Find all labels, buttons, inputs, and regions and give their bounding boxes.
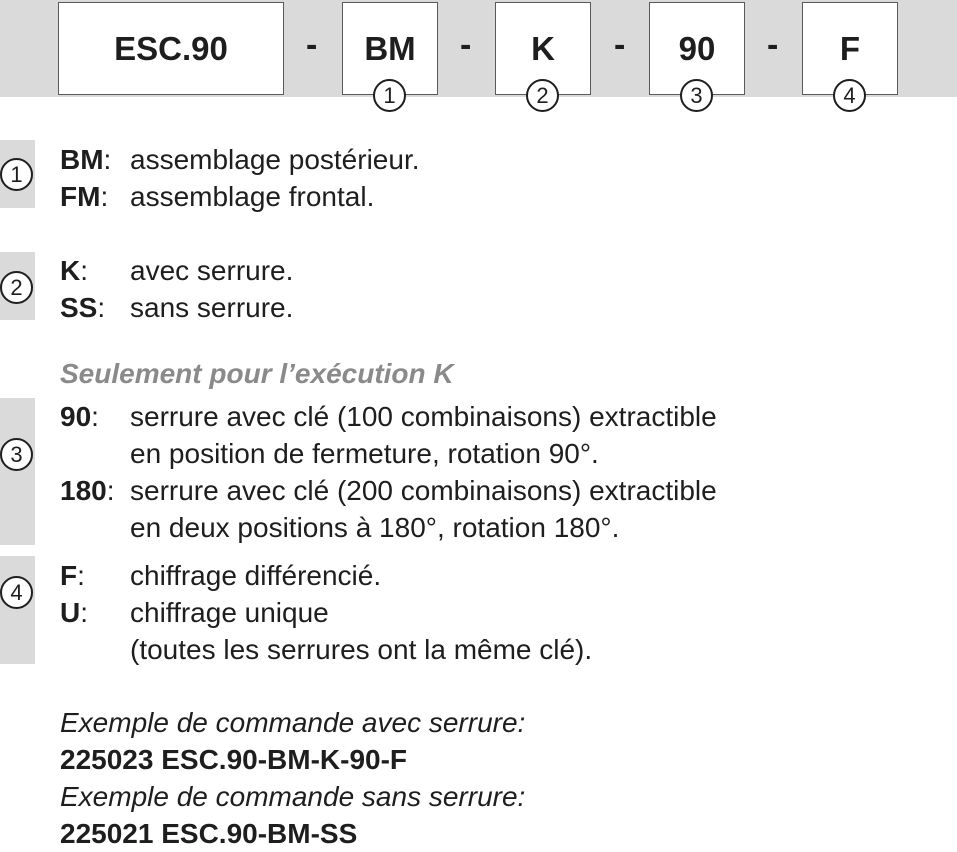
section-2-text-ss: sans serrure. (130, 292, 294, 323)
header-circle-number-3: 3 (680, 79, 713, 112)
section-4-text-f: chiffrage différencié. (130, 560, 382, 591)
section-1-text-fm: assemblage frontal. (130, 181, 375, 212)
section-2-code-ss: SS: (60, 292, 106, 323)
section-3-circle-number: 3 (0, 438, 33, 471)
header-circle-number-4: 4 (833, 79, 866, 112)
section-3-marker-bar (0, 398, 35, 545)
separator-1: - (306, 26, 318, 64)
example-with-lock-code: 225023 ESC.90-BM-K-90-F (60, 744, 408, 775)
example-without-lock-code: 225021 ESC.90-BM-SS (60, 818, 358, 849)
separator-3: - (614, 26, 626, 64)
section-4-circle-number: 4 (0, 576, 33, 609)
code-box-series: ESC.90 (58, 2, 284, 95)
code-box-lock: K (495, 2, 591, 95)
separator-2: - (460, 26, 472, 64)
section-1-code-bm: BM: (60, 144, 112, 175)
section-1-text-bm: assemblage postérieur. (130, 144, 420, 175)
example-with-lock-label: Exemple de commande avec serrure: (60, 707, 526, 738)
section-3-code-90: 90: (60, 401, 99, 432)
section-1-code-fm: FM: (60, 181, 109, 212)
section-3-text-180-line2: en deux positions à 180°, rotation 180°. (130, 512, 620, 543)
code-box-keying: F (802, 2, 898, 95)
section-4-text-u-line2: (toutes les serrures ont la même clé). (130, 634, 593, 665)
section-4-code-u: U: (60, 597, 89, 628)
code-box-assembly: BM (342, 2, 438, 95)
section-1-circle-number: 1 (0, 158, 33, 191)
separator-4: - (767, 26, 779, 64)
section-2-circle-number: 2 (0, 271, 33, 304)
section-3-code-180: 180: (60, 475, 115, 506)
header-circle-number-2: 2 (526, 79, 559, 112)
section-3-title: Seulement pour l’exécution K (60, 358, 454, 389)
section-3-text-90-line1: serrure avec clé (100 combinaisons) extractible (130, 401, 717, 432)
section-2-text-k: avec serrure. (130, 255, 294, 286)
code-box-rotation: 90 (649, 2, 745, 95)
example-without-lock-label: Exemple de commande sans serrure: (60, 781, 526, 812)
header-circle-number-1: 1 (373, 79, 406, 112)
section-3-text-180-line1: serrure avec clé (200 combinaisons) extractible (130, 475, 717, 506)
section-4-marker-bar (0, 556, 35, 664)
section-4-text-u-line1: chiffrage unique (130, 597, 329, 628)
section-4-code-f: F: (60, 560, 85, 591)
section-3-text-90-line2: en position de fermeture, rotation 90°. (130, 438, 599, 469)
section-2-code-k: K: (60, 255, 89, 286)
